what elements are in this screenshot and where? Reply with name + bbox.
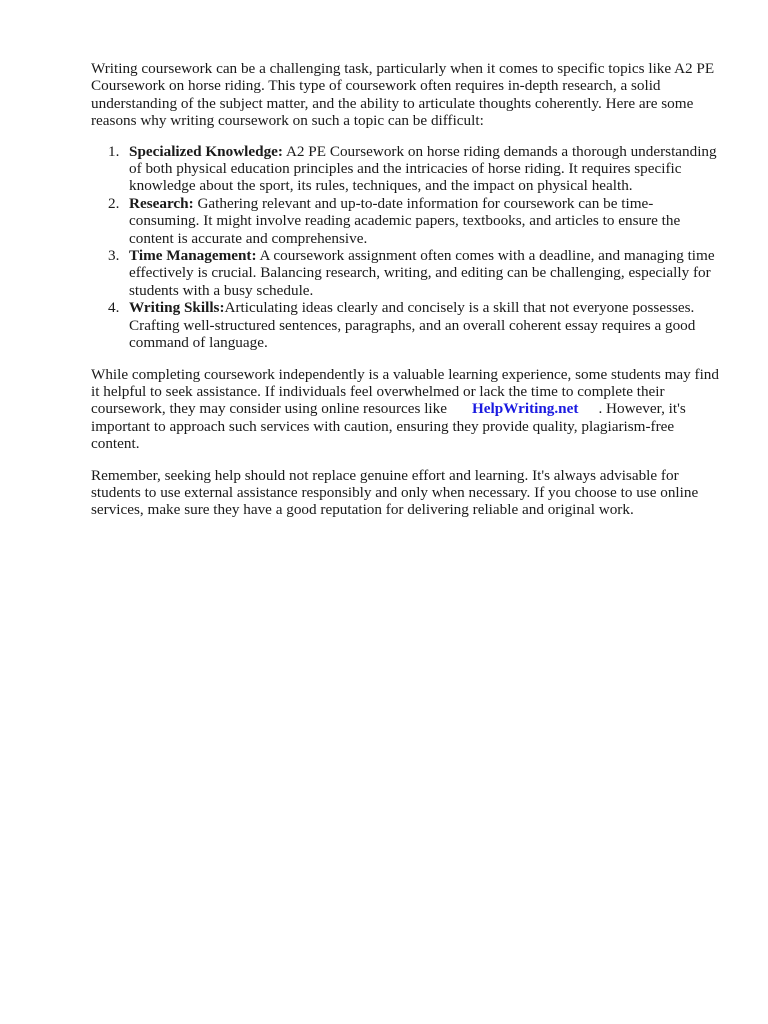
assistance-paragraph (91, 366, 719, 453)
list-item-term: Writing Skills: (129, 299, 225, 317)
assistance-text-before: While completing coursework independently is a valuable learning experience, some students may find it helpful to seek assistance. If individuals feel overwhelmed or lack the time to complete their coursework, they may consider using online resources like (91, 365, 719, 418)
list-item-term: Specialized Knowledge: (129, 142, 283, 160)
intro-paragraph: Writing coursework can be a challenging task, particularly when it comes to specific topics like A2 PE Coursework on horse riding. This type of coursework often requires in-depth research, a solid understanding of the subject matter, and the ability to articulate thoughts coherently. Here are some reasons why writing coursework on such a topic can be difficult: (91, 60, 715, 130)
list-item (91, 299, 719, 351)
list-item-text: Gathering relevant and up-to-date information for coursework can be time-consuming. It might involve reading academic papers, textbooks, and articles to ensure the content is accurate and comprehensive. (129, 194, 681, 247)
list-item-number: 1. (108, 142, 120, 160)
list-item (91, 143, 719, 195)
document-body (91, 60, 719, 519)
reasons-list (91, 143, 719, 352)
list-item-number: 4. (108, 299, 120, 317)
closing-paragraph: Remember, seeking help should not replace genuine effort and learning. It's always advisable for students to use external assistance responsibly and only when necessary. If you choose to use online services, make sure they have a good reputation for delivering reliable and original work. (91, 466, 699, 519)
assistance-text-after: . However, it's important to approach such services with caution, ensuring they provide quality, plagiarism-free content. (91, 400, 686, 453)
list-item-number: 2. (108, 194, 120, 212)
list-item-term: Research: (129, 194, 194, 212)
list-item-text: A2 PE Coursework on horse riding demands a thorough understanding of both physical education principles and the intricacies of horse riding. It requires specific knowledge about the sport, its rules, techniques, and the impact on physical health. (129, 142, 717, 195)
list-item-text: A coursework assignment often comes with a deadline, and managing time effectively is crucial. Balancing research, writing, and editing can be challenging, especially for students with a busy schedule. (129, 247, 715, 299)
list-item (91, 195, 719, 247)
list-item-term: Time Management: (129, 247, 257, 265)
list-item (91, 247, 719, 299)
list-item-number: 3. (108, 247, 120, 265)
helpwriting-link[interactable]: HelpWriting.net (471, 400, 579, 418)
list-item-text: Articulating ideas clearly and concisely is a skill that not everyone possesses. Crafting well-structured sentences, paragraphs, and an overall coherent essay requires a good command of language. (129, 299, 696, 352)
